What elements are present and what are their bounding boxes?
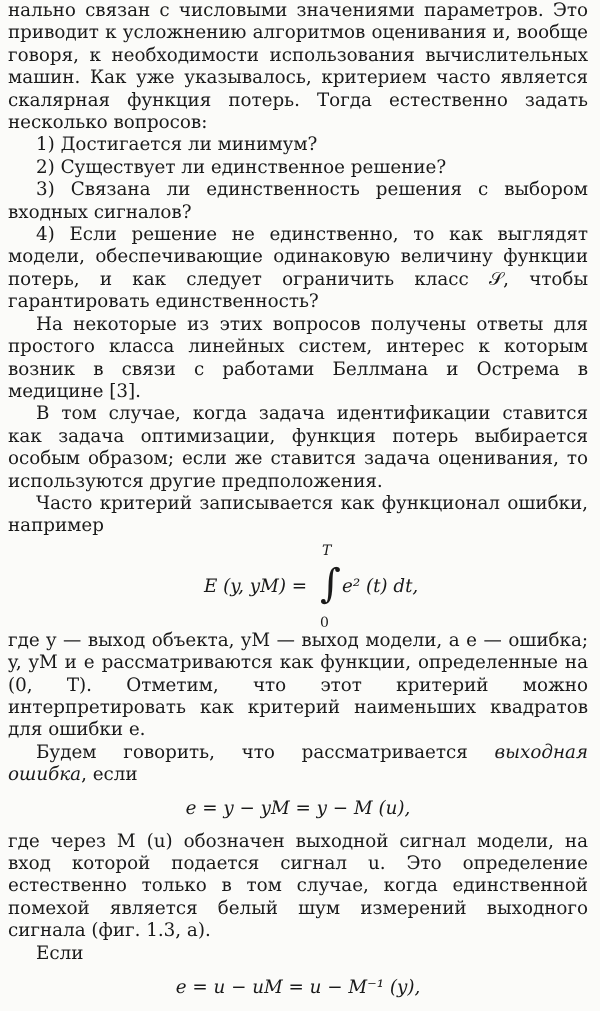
output-error-before: Будем говорить, что рассматривается [36, 741, 495, 763]
formula1-lower-limit: 0 [320, 614, 329, 631]
paragraph-criterion: Часто критерий записывается как функционал ошибки, например [8, 492, 588, 537]
formula1-lhs: E (y, yM) = [204, 575, 308, 597]
question-4: 4) Если решение не единственно, то как выглядят модели, обеспечивающие одинаковую величину функции потерь, и как следует ограничить класс 𝒮, чтобы гарантировать единственность? [8, 224, 588, 313]
output-error-after: , если [81, 764, 138, 786]
integral-sign: ∫ [320, 560, 341, 607]
paragraph-definitions: где y — выход объекта, yM — выход модели, а e — ошибка; y, yM и e рассматриваются как функции, определенные на (0, T). Отметим, что этот критерий можно интерпретировать как критерий наименьших квадратов для ошибки e. [8, 629, 588, 741]
paragraph-if: Если [36, 942, 84, 964]
output-error-emphasis: выходная ошибка [8, 741, 588, 786]
paragraph-optimization: В том случае, когда задача идентификации ставится как задача оптимизации, функция потерь выбирается особым образом; если же ставится задача оценивания, то используются другие предположения. [8, 403, 588, 492]
question-2: 2) Существует ли единственное решение? [36, 156, 447, 178]
formula-input-error: e = u − uM = u − M⁻¹ (y), [175, 977, 421, 999]
paragraph-answers: На некоторые из этих вопросов получены ответы для простого класса линейных систем, интерес к которым возник в связи с работами Беллмана и Острема в медицине [3]. [8, 313, 588, 402]
formula-error-functional [8, 538, 588, 630]
formula1-upper-limit: T [322, 542, 332, 559]
paragraph-intro: нально связан с числовыми значениями параметров. Это приводит к усложнению алгоритмов оценивания и, вообще говоря, к необходимости использования вычислительных машин. Как уже указывалось, критерием часто является скалярная функция потерь. Тогда естественно задать несколько вопросов: [8, 0, 588, 134]
formula-output-error: e = y − yM = y − M (u), [185, 797, 411, 819]
paragraph-output-error [8, 742, 588, 787]
question-3: 3) Связана ли единственность решения с выбором входных сигналов? [8, 179, 588, 223]
formula1-rhs: e² (t) dt, [342, 575, 419, 597]
paragraph-model-output: где через M (u) обозначен выходной сигнал модели, на вход которой подается сигнал u. Это определение естественно только в том случае, когда единственной помехой является белый шум измерений выходного сигнала (фиг. 1.3, а). [8, 830, 588, 942]
question-1: 1) Достигается ли минимум? [36, 134, 318, 156]
